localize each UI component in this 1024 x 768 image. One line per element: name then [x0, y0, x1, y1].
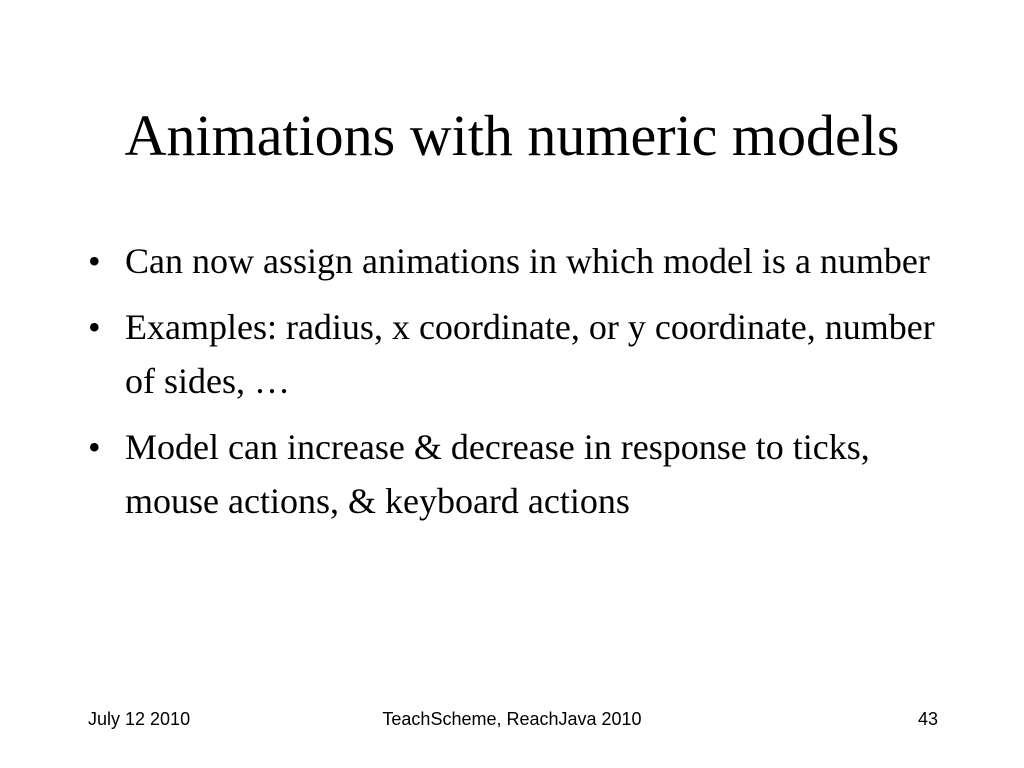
bullet-item — [88, 234, 948, 288]
bullet-item — [88, 300, 948, 408]
bullet-text: Model can increase & decrease in response to ticks, mouse actions, & keyboard actions — [125, 427, 870, 521]
bullet-list — [88, 234, 948, 540]
bullet-icon: • — [88, 307, 101, 347]
footer-date: July 12 2010 — [88, 709, 191, 729]
bullet-text: Can now assign animations in which model is a number — [125, 241, 930, 281]
bullet-icon: • — [88, 427, 101, 467]
bullet-item — [88, 420, 948, 528]
footer-presentation-name: TeachScheme, ReachJava 2010 — [382, 709, 642, 729]
slide-title: Animations with numeric models — [124, 103, 900, 168]
footer-page-number: 43 — [917, 709, 938, 729]
bullet-text: Examples: radius, x coordinate, or y coordinate, number of sides, … — [125, 307, 935, 401]
bullet-icon: • — [88, 241, 101, 281]
